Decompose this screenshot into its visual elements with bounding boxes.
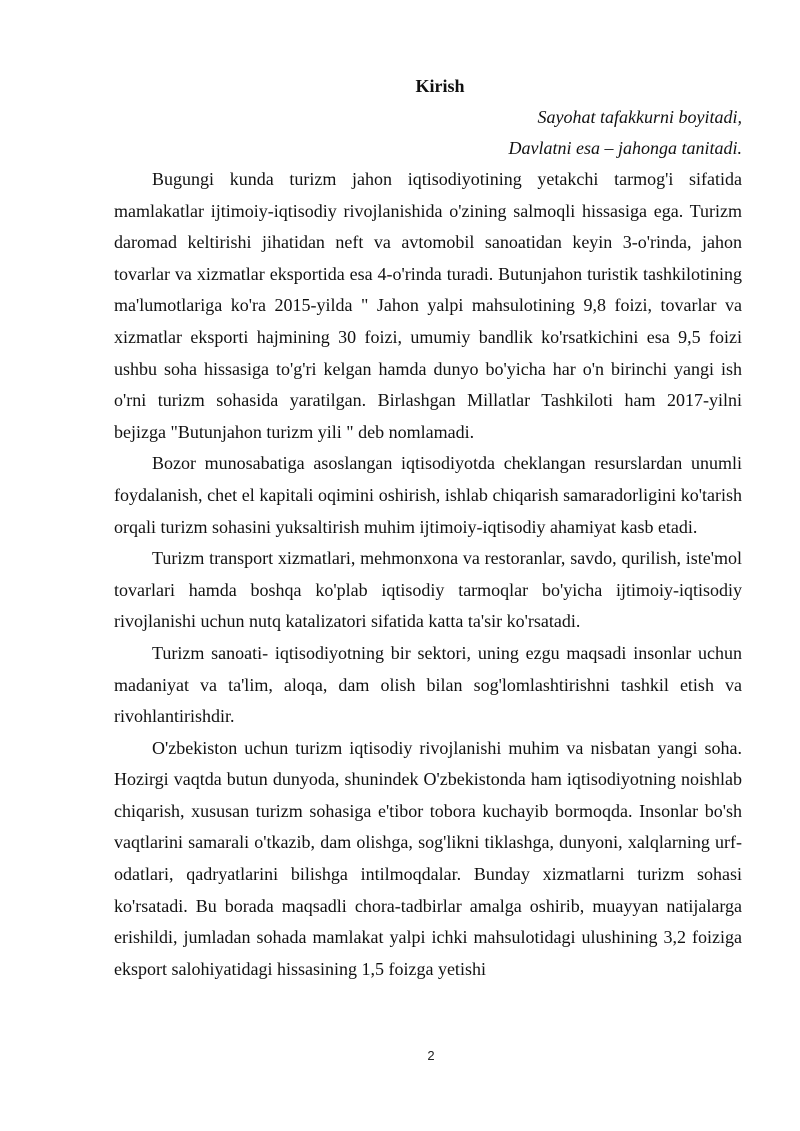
paragraph-2: Bozor munosabatiga asoslangan iqtisodiyotda cheklangan resurslardan unumli foydalanish, chet el kapitali oqimini oshirish, ishlab chiqarish samaradorligini ko'tarish orqali turizm sohasini yuksaltirish muhim ijtimoiy-iqtisodiy ahamiyat kasb etadi. [114, 453, 742, 537]
epigraph-line-1: Sayohat tafakkurni boyitadi, [537, 107, 742, 127]
paragraph-4: Turizm sanoati- iqtisodiyotning bir sektori, uning ezgu maqsadi insonlar uchun madaniyat va ta'lim, aloqa, dam olish bilan sog'lomlashtirishni tashkil etish va rivohlantirishdir. [114, 642, 742, 727]
paragraph-5: O'zbekiston uchun turizm iqtisodiy rivojlanishi muhim va nisbatan yangi soha. Hozirgi vaqtda butun dunyoda, shunindek O'zbekistonda ham iqtisodiyotning noishlab chiqarish, xususan turizm sohasiga e'tibor tobora kuchayib bormoqda. Insonlar bo'sh vaqtlarini samarali o'tkazib, dam olishga, sog'likni tiklashga, dunyoni, xalqlarning urf-odatlari, qadryatlarini bilishga intilmoqdalar. Bunday xizmatlarni turizm sohasi ko'rsatadi. Bu borada maqsadli chora-tadbirlar amalga oshirib, muayyan natijalarga erishildi, jumladan sohada mamlakat yalpi ichki mahsulotidagi ulushining 3,2 foiziga eksport salohiyatidagi hissasining 1,5 foizga yetishi [114, 737, 742, 979]
paragraph-3: Turizm transport xizmatlari, mehmonxona va restoranlar, savdo, qurilish, iste'mol tovarlari hamda boshqa ko'plab iqtisodiy tarmoqlar bo'yicha ijtimoiy-iqtisodiy rivojlanishi uchun nutq katalizatori sifatida katta ta'sir ko'rsatadi. [114, 548, 742, 632]
page-number: 2 [427, 1048, 435, 1063]
document-page [114, 71, 742, 985]
paragraph-1: Bugungi kunda turizm jahon iqtisodiyotining yetakchi tarmog'i sifatida mamlakatlar ijtimoiy-iqtisodiy rivojlanishida o'zining salmoqli hissasiga ega. Turizm daromad keltirishi jihatidan neft va avtomobil sanoatidan keyin 3-o'rinda, jahon tovarlar va xizmatlar eksportida esa 4-o'rinda turadi. Butunjahon turistik tashkilotining ma'lumotlariga ko'ra 2015-yilda " Jahon yalpi mahsulotining 9,8 foizi, tovarlar va xizmatlar eksporti hajmining 30 foizi, umumiy bandlik ko'rsatkichini esa 9,5 foizi ushbu soha hissasiga to'g'ri kelgan hamda dunyo bo'yicha har o'n birinchi yangi ish o'rni turizm sohasida yaratilgan. Birlashgan Millatlar Tashkiloti ham 2017-yilni bejizga "Butunjahon turizm yili " deb nomlamadi. [114, 169, 742, 442]
section-title: Kirish [415, 76, 465, 96]
epigraph-line-2: Davlatni esa – jahonga tanitadi. [508, 138, 742, 158]
